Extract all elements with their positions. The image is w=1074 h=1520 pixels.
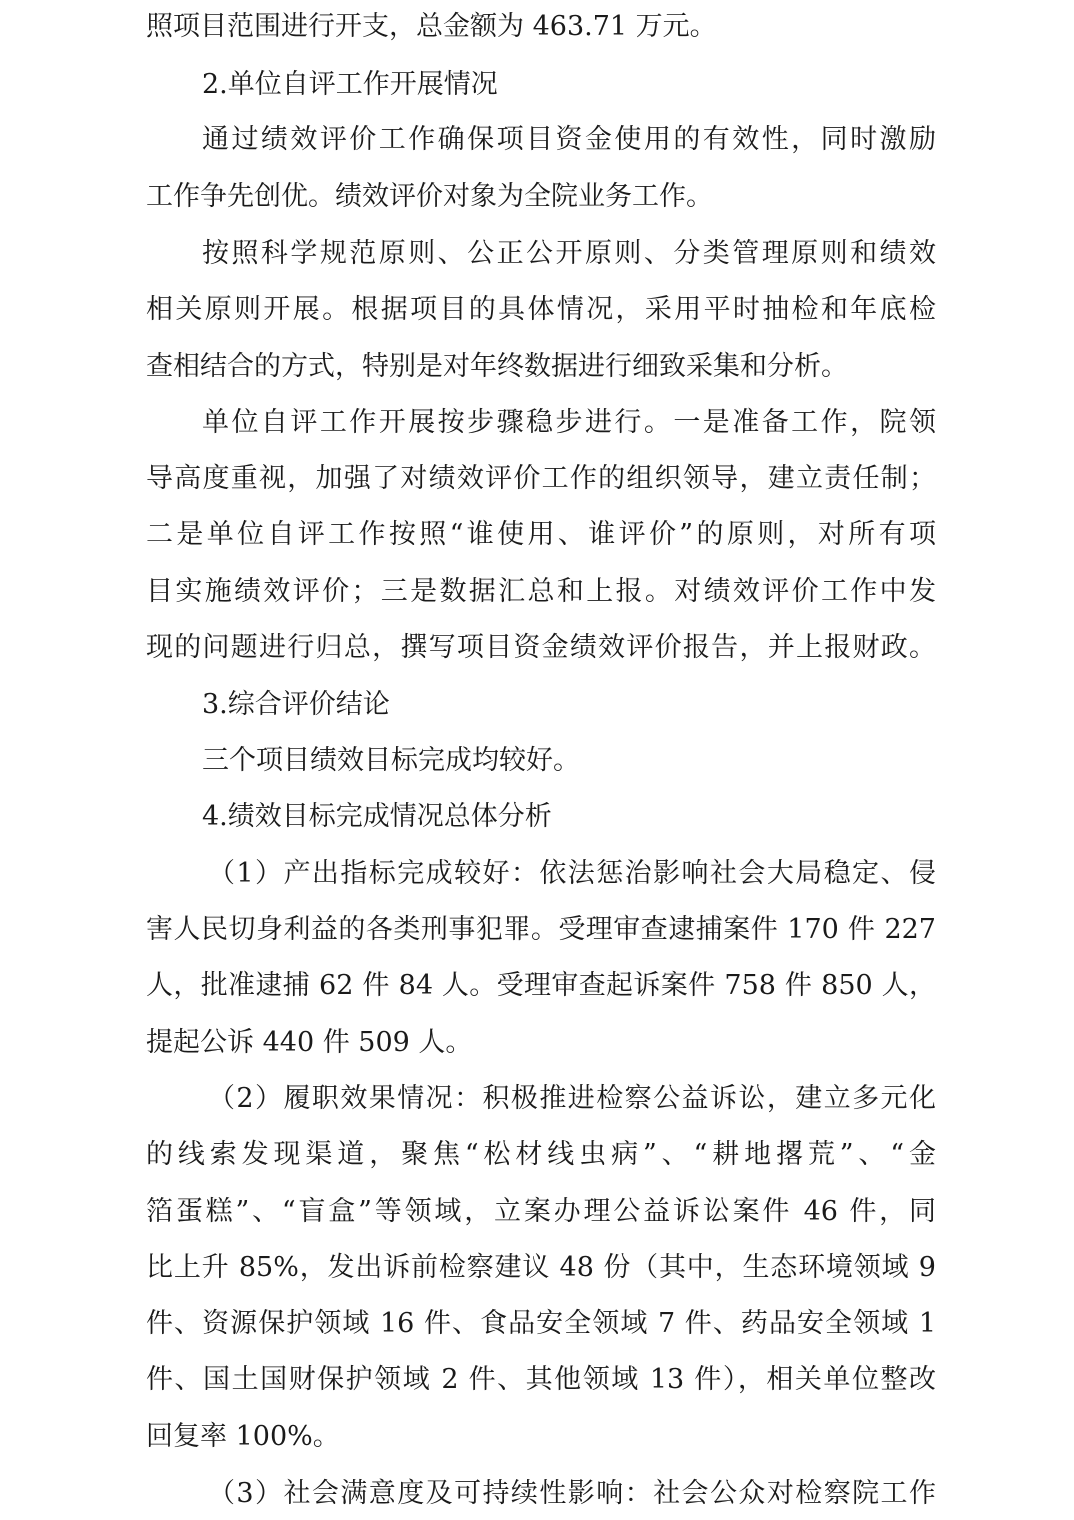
paragraph-line: 工作争先创优。绩效评价对象为全院业务工作。 xyxy=(146,181,713,212)
section-heading-conclusion: 3.综合评价结论 xyxy=(202,689,390,720)
paragraph-line: 的线索发现渠道，聚焦“松材线虫病”、“耕地撂荒”、“金 xyxy=(146,1139,936,1170)
paragraph-line: 人，批准逮捕 62 件 84 人。受理审查起诉案件 758 件 850 人， xyxy=(146,970,936,1001)
paragraph-line: 通过绩效评价工作确保项目资金使用的有效性，同时激励 xyxy=(202,124,936,155)
paragraph-line: 导高度重视，加强了对绩效评价工作的组织领导，建立责任制； xyxy=(146,463,936,494)
paragraph-line: 箔蛋糕”、“盲盒”等领域，立案办理公益诉讼案件 46 件，同 xyxy=(146,1196,936,1227)
paragraph-line: 比上升 85%，发出诉前检察建议 48 份（其中，生态环境领域 9 xyxy=(146,1252,936,1283)
paragraph-line: 相关原则开展。根据项目的具体情况，采用平时抽检和年底检 xyxy=(146,294,936,325)
paragraph-line: 三个项目绩效目标完成均较好。 xyxy=(202,745,580,776)
paragraph-line: 二是单位自评工作按照“谁使用、谁评价”的原则，对所有项 xyxy=(146,519,936,550)
paragraph-line: （1）产出指标完成较好：依法惩治影响社会大局稳定、侵 xyxy=(208,858,936,889)
paragraph-line: 提起公诉 440 件 509 人。 xyxy=(146,1027,473,1058)
paragraph-line: 害人民切身利益的各类刑事犯罪。受理审查逮捕案件 170 件 227 xyxy=(146,914,936,945)
paragraph-line: 件、国土国财保护领域 2 件、其他领域 13 件），相关单位整改 xyxy=(146,1364,936,1395)
text-line-total-amount: 照项目范围进行开支，总金额为 463.71 万元。 xyxy=(146,11,717,42)
section-heading-analysis: 4.绩效目标完成情况总体分析 xyxy=(202,801,552,832)
paragraph-line: 现的问题进行归总，撰写项目资金绩效评价报告，并上报财政。 xyxy=(146,632,936,663)
paragraph-line: 查相结合的方式，特别是对年终数据进行细致采集和分析。 xyxy=(146,351,848,382)
paragraph-line: 回复率 100%。 xyxy=(146,1421,340,1452)
paragraph-line: 按照科学规范原则、公正公开原则、分类管理原则和绩效 xyxy=(202,238,936,269)
paragraph-line: （2）履职效果情况：积极推进检察公益诉讼，建立多元化 xyxy=(208,1083,936,1114)
section-heading-self-evaluation: 2.单位自评工作开展情况 xyxy=(202,69,498,100)
paragraph-line: （3）社会满意度及可持续性影响：社会公众对检察院工作 xyxy=(208,1478,936,1509)
paragraph-line: 件、资源保护领域 16 件、食品安全领域 7 件、药品安全领域 1 xyxy=(146,1308,936,1339)
paragraph-line: 单位自评工作开展按步骤稳步进行。一是准备工作，院领 xyxy=(202,407,936,438)
paragraph-line: 目实施绩效评价；三是数据汇总和上报。对绩效评价工作中发 xyxy=(146,576,936,607)
